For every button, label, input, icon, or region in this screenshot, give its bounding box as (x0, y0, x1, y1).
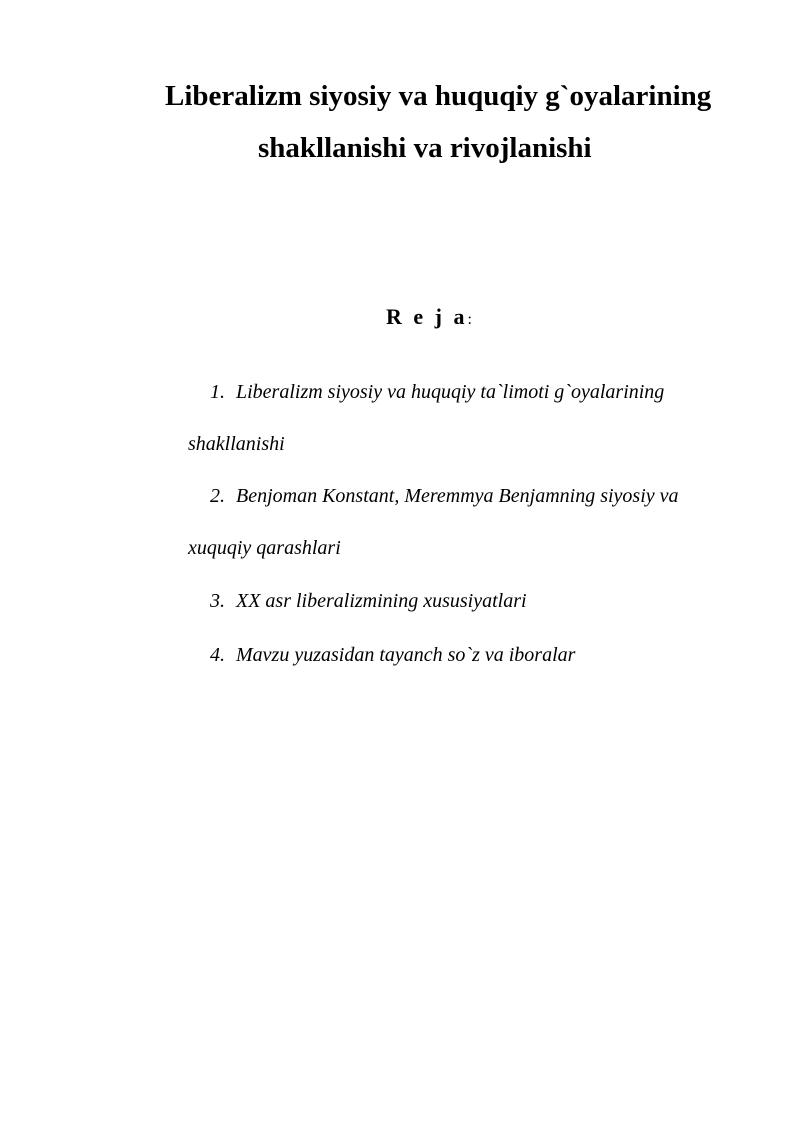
plan-heading (0, 304, 800, 330)
plan-item-text: Liberalizm siyosiy va huquqiy ta`limoti g`oyalarining (236, 381, 665, 403)
plan-item-number: 3. (210, 590, 225, 612)
plan-item-4-line-1 (210, 644, 575, 667)
plan-item-text: XX asr liberalizmining xususiyatlari (236, 590, 527, 612)
title-line-1: Liberalizm siyosiy va huquqiy g`oyalarining (165, 80, 712, 112)
plan-item-number: 2. (210, 485, 225, 507)
plan-item-text: Benjoman Konstant, Meremmya Benjamning siyosiy va (236, 485, 679, 507)
plan-item-number: 1. (210, 381, 225, 403)
plan-item-2-line-1 (210, 485, 679, 508)
plan-heading-text: R e j a (386, 304, 468, 329)
plan-item-text: Mavzu yuzasidan tayanch so`z va iboralar (236, 644, 576, 666)
title-line-2: shakllanishi va rivojlanishi (258, 132, 592, 164)
plan-item-3-line-1 (210, 590, 527, 613)
plan-item-number: 4. (210, 644, 225, 666)
plan-item-2-line-2: xuquqiy qarashlari (188, 537, 341, 559)
plan-heading-colon: : (467, 311, 472, 328)
plan-item-1-line-1 (210, 381, 664, 404)
plan-item-1-line-2: shakllanishi (188, 433, 285, 455)
